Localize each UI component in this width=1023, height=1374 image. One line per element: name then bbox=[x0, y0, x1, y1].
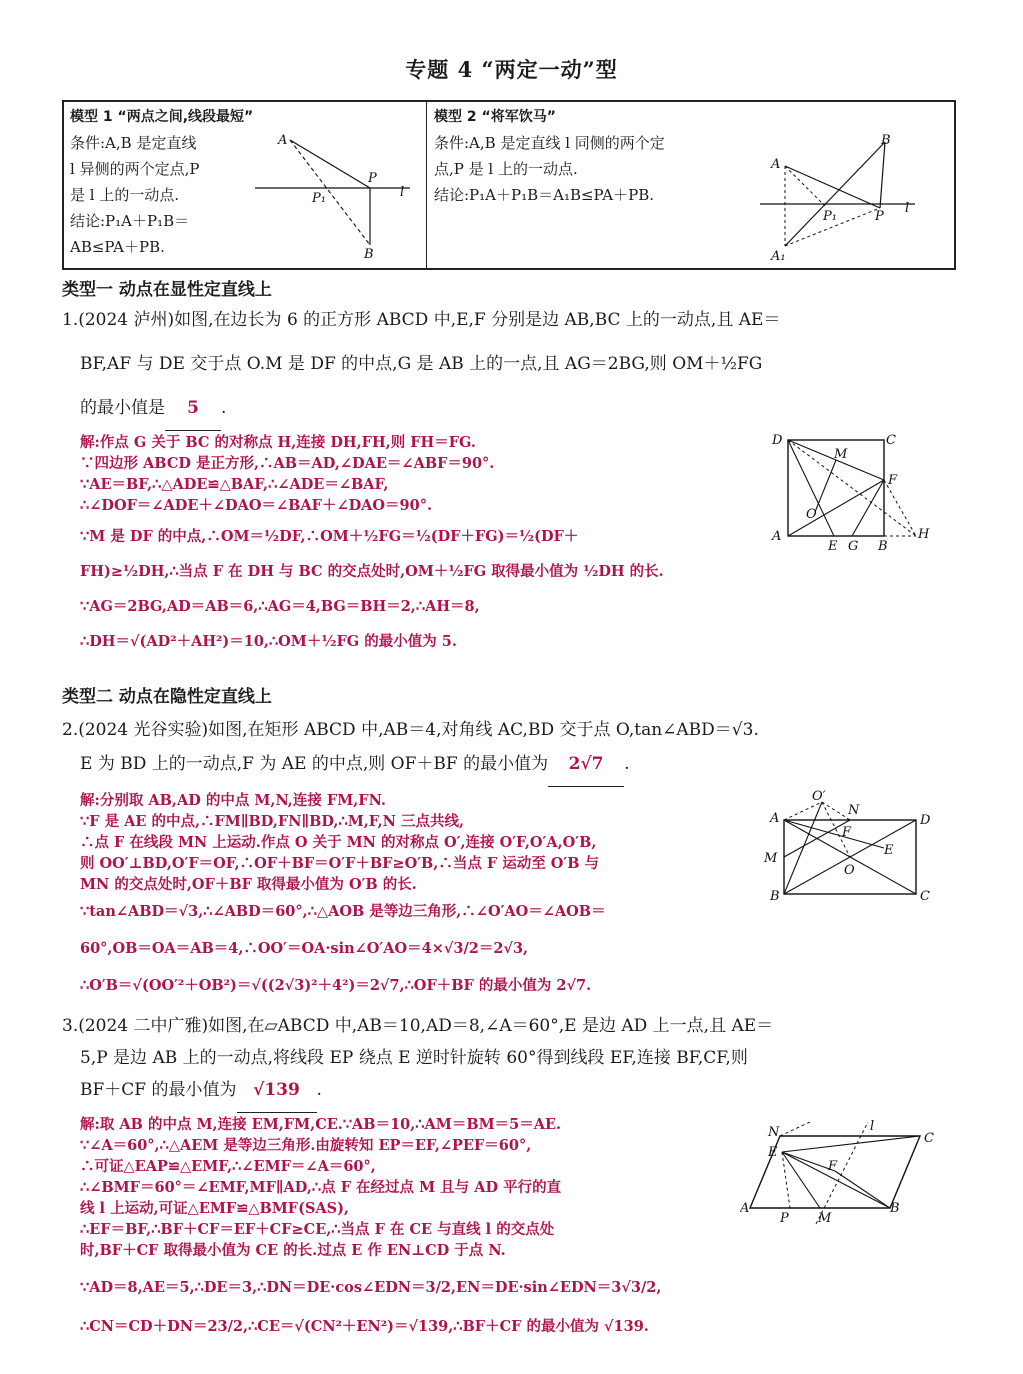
fig1-label-D: D bbox=[772, 433, 783, 448]
fig1-label-H: H bbox=[918, 527, 930, 542]
p2-line2-text: E 为 BD 上的一动点,F 为 AE 的中点,则 OF＋BF 的最小值为 bbox=[80, 754, 549, 774]
sol1-line: ∴DH＝√(AD²＋AH²)＝10,∴OM＋½FG 的最小值为 5. bbox=[80, 633, 457, 650]
fig2-label-D: D bbox=[920, 813, 931, 828]
figure-2 bbox=[760, 790, 940, 910]
sol3-line: ∵AD＝8,AE＝5,∴DE＝3,∴DN＝DE·cos∠EDN＝3/2,EN＝DE·sin∠EDN＝3√3/2, bbox=[80, 1279, 662, 1296]
sol1-line: ∵四边形 ABCD 是正方形,∴AB＝AD,∠DAE＝∠ABF＝90°. bbox=[80, 455, 495, 472]
fig3-label-M: M bbox=[818, 1211, 832, 1226]
sol2-line: 解:分别取 AB,AD 的中点 M,N,连接 FM,FN. bbox=[80, 792, 386, 809]
model1-line3: 是 l 上的一动点. bbox=[70, 186, 180, 204]
model2-label-l: l bbox=[905, 201, 910, 216]
solution-3 bbox=[80, 1114, 740, 1337]
sol3-line: ∴CN＝CD＋DN＝23/2,∴CE＝√(CN²＋EN²)＝√139,∴BF＋CF 的最小值为 √139. bbox=[80, 1318, 649, 1335]
fig3-label-F: F bbox=[828, 1159, 838, 1174]
model2-text bbox=[434, 104, 754, 208]
solution-1 bbox=[80, 432, 770, 652]
problem-1 bbox=[62, 298, 962, 431]
model1-text bbox=[70, 104, 260, 260]
fig3-label-N: N bbox=[768, 1125, 780, 1140]
fig2-label-B: B bbox=[770, 889, 780, 904]
fig3-label-E: E bbox=[768, 1145, 778, 1160]
fig2-label-O1: O′ bbox=[812, 790, 826, 804]
model1-heading: 模型 1 “两点之间,线段最短” bbox=[70, 109, 254, 125]
fig3-label-P: P bbox=[780, 1211, 789, 1226]
model2-line3: 结论:P₁A＋P₁B＝A₁B≤PA＋PB. bbox=[434, 186, 654, 204]
problem-3 bbox=[62, 1004, 962, 1113]
sol1-line: FH)≥½DH,∴当点 F 在 DH 与 BC 的交点处时,OM＋½FG 取得最小值为 ½DH 的长. bbox=[80, 563, 664, 580]
sol2-line: 则 OO′⊥BD,O′F＝OF,∴OF＋BF＝O′F＋BF≥O′B,∴当点 F 运动至 O′B 与 bbox=[80, 855, 600, 872]
sol3-line: ∵∠A＝60°,∴△AEM 是等边三角形.由旋转知 EP＝EF,∠PEF＝60°, bbox=[80, 1137, 532, 1154]
p2-line2-end: . bbox=[624, 754, 630, 774]
sol3-line: ∴可证△EAP≌△EMF,∴∠EMF＝∠A＝60°, bbox=[80, 1158, 376, 1175]
model2-heading: 模型 2 “将军饮马” bbox=[434, 109, 556, 125]
model1-line4: 结论:P₁A＋P₁B＝ bbox=[70, 212, 190, 230]
model2-line2: 点,P 是 l 上的一动点. bbox=[434, 160, 578, 178]
p2-answer: 2√7 bbox=[548, 742, 624, 787]
model1-line1: 条件:A,B 是定直线 bbox=[70, 134, 197, 152]
problem-2 bbox=[62, 708, 962, 787]
p3-line3-text: BF＋CF 的最小值为 bbox=[80, 1080, 237, 1100]
sol1-line: ∵AE＝BF,∴△ADE≌△BAF,∴∠ADE＝∠BAF, bbox=[80, 476, 389, 493]
model2-label-B: B bbox=[881, 133, 891, 148]
model1-label-P1: P₁ bbox=[312, 191, 326, 206]
p3-line3-end: . bbox=[316, 1080, 322, 1100]
fig3-label-B: B bbox=[890, 1201, 900, 1216]
p2-line1: 2.(2024 光谷实验)如图,在矩形 ABCD 中,AB＝4,对角线 AC,BD 交于点 O,tan∠ABD＝√3. bbox=[62, 720, 759, 740]
model1-label-l: l bbox=[400, 185, 405, 200]
sol1-line: 解:作点 G 关于 BC 的对称点 H,连接 DH,FH,则 FH＝FG. bbox=[80, 434, 476, 451]
model1-line2: l 异侧的两个定点,P bbox=[70, 160, 200, 178]
solution-2 bbox=[80, 790, 770, 996]
fig2-label-E: E bbox=[884, 843, 894, 858]
fig3-label-A: A bbox=[740, 1201, 750, 1216]
model2-label-P: P bbox=[875, 209, 884, 224]
p3-line1: 3.(2024 二中广雅)如图,在▱ABCD 中,AB＝10,AD＝8,∠A＝60°,E 是边 AD 上一点,且 AE＝ bbox=[62, 1016, 774, 1036]
model2-label-A: A bbox=[771, 157, 781, 172]
sol2-line: MN 的交点处时,OF＋BF 取得最小值为 O′B 的长. bbox=[80, 876, 417, 893]
sol1-line: ∴∠DOF＝∠ADE＋∠DAO＝∠BAF＋∠DAO＝90°. bbox=[80, 497, 433, 514]
p1-line3-end: . bbox=[221, 398, 227, 418]
sol1-line: ∵M 是 DF 的中点,∴OM＝½DF,∴OM＋½FG＝½(DF＋FG)＝½(DF＋ bbox=[80, 528, 579, 545]
sol2-line: ∵F 是 AE 的中点,∴FM∥BD,FN∥BD,∴M,F,N 三点共线, bbox=[80, 813, 465, 830]
fig1-label-F: F bbox=[888, 473, 898, 488]
sol2-line: ∴点 F 在线段 MN 上运动.作点 O 关于 MN 的对称点 O′,连接 O′F,O′A,O′B, bbox=[80, 834, 597, 851]
model1-label-B: B bbox=[364, 247, 374, 262]
model1-label-P: P bbox=[368, 171, 377, 186]
fig2-label-C: C bbox=[920, 889, 930, 904]
fig1-label-M: M bbox=[834, 447, 848, 462]
model1-label-A: A bbox=[278, 133, 288, 148]
model2-figure bbox=[755, 128, 925, 264]
fig2-label-M: M bbox=[764, 851, 778, 866]
p1-line3 bbox=[62, 386, 962, 431]
sol2-line: ∵tan∠ABD＝√3,∴∠ABD＝60°,∴△AOB 是等边三角形,∴∠O′AO＝∠AOB＝ bbox=[80, 903, 606, 920]
model1-figure bbox=[250, 130, 420, 264]
p1-answer: 5 bbox=[165, 386, 221, 431]
page-title: 专题 4 “两定一动”型 bbox=[405, 57, 618, 82]
sol3-line: 时,BF＋CF 取得最小值为 CE 的长.过点 E 作 EN⊥CD 于点 N. bbox=[80, 1242, 506, 1259]
sol3-line: 线 l 上运动,可证△EMF≌△BMF(SAS), bbox=[80, 1200, 350, 1217]
p1-line1: 1.(2024 泸州)如图,在边长为 6 的正方形 ABCD 中,E,F 分别是边 AB,BC 上的一动点,且 AE＝ bbox=[62, 310, 781, 330]
fig1-label-O: O bbox=[806, 507, 817, 522]
fig1-label-C: C bbox=[886, 433, 896, 448]
fig2-label-N: N bbox=[848, 803, 860, 818]
fig1-label-B: B bbox=[878, 539, 888, 554]
p3-line2: 5,P 是边 AB 上的一动点,将线段 EP 绕点 E 逆时针旋转 60°得到线段 EF,连接 BF,CF,则 bbox=[80, 1048, 748, 1068]
section-type1: 类型一 动点在显性定直线上 bbox=[62, 280, 272, 300]
p1-line2: BF,AF 与 DE 交于点 O.M 是 DF 的中点,G 是 AB 上的一点,且 AG＝2BG,则 OM＋½FG bbox=[80, 354, 763, 374]
fig3-label-l: l bbox=[870, 1119, 875, 1134]
sol1-line: ∵AG＝2BG,AD＝AB＝6,∴AG＝4,BG＝BH＝2,∴AH＝8, bbox=[80, 598, 480, 615]
fig3-label-C: C bbox=[924, 1131, 934, 1146]
model1-line5: AB≤PA＋PB. bbox=[70, 238, 165, 256]
p3-answer: √139 bbox=[237, 1068, 317, 1113]
box-divider bbox=[426, 102, 427, 268]
model2-line1: 条件:A,B 是定直线 l 同侧的两个定 bbox=[434, 134, 665, 152]
sol2-line: ∴O′B＝√(OO′²＋OB²)＝√((2√3)²＋4²)＝2√7,∴OF＋BF 的最小值为 2√7. bbox=[80, 977, 592, 994]
fig2-label-F: F bbox=[842, 825, 852, 840]
fig2-label-O: O bbox=[844, 863, 855, 878]
fig1-label-G: G bbox=[848, 539, 859, 554]
fig1-label-A: A bbox=[772, 529, 782, 544]
model2-label-A1: A₁ bbox=[771, 249, 786, 264]
fig1-label-E: E bbox=[828, 539, 838, 554]
figure-1 bbox=[768, 428, 940, 556]
sol3-line: ∴∠BMF＝60°＝∠EMF,MF∥AD,∴点 F 在经过点 M 且与 AD 平行的直 bbox=[80, 1179, 562, 1196]
model2-label-P1: P₁ bbox=[823, 209, 837, 224]
sol3-line: 解:取 AB 的中点 M,连接 EM,FM,CE.∵AB＝10,∴AM＝BM＝5＝AE. bbox=[80, 1116, 562, 1133]
figure-3 bbox=[740, 1116, 940, 1228]
sol2-line: 60°,OB＝OA＝AB＝4,∴OO′＝OA·sin∠O′AO＝4×√3/2＝2√3, bbox=[80, 940, 529, 957]
p2-line2 bbox=[62, 742, 962, 787]
sol3-line: ∴EF＝BF,∴BF＋CF＝EF＋CF≥CE,∴当点 F 在 CE 与直线 l 的交点处 bbox=[80, 1221, 555, 1238]
section-type2: 类型二 动点在隐性定直线上 bbox=[62, 687, 272, 707]
fig2-label-A: A bbox=[770, 811, 780, 826]
p1-line3-text: 的最小值是 bbox=[80, 398, 165, 418]
